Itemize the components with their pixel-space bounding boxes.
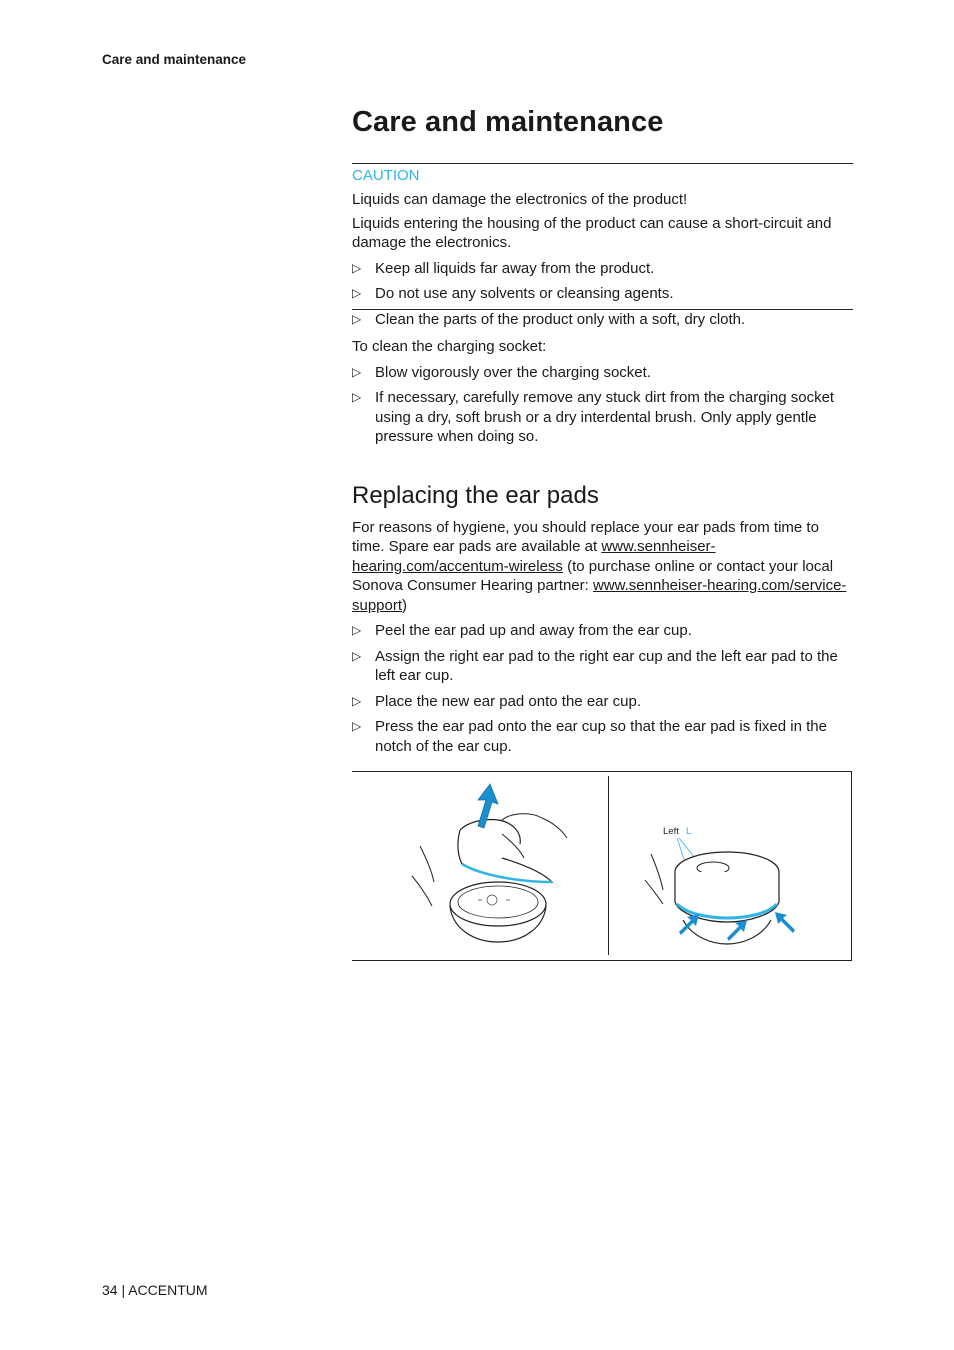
figure-label-letter: L <box>686 826 692 837</box>
main-content <box>352 100 853 961</box>
list-item <box>352 310 853 330</box>
triangle-right-icon: ▷ <box>352 693 362 708</box>
section-title: Replacing the ear pads <box>352 481 599 509</box>
running-head: Care and maintenance <box>102 52 247 67</box>
list-item <box>352 692 853 712</box>
hygiene-text: For reasons of hygiene, you should replace your ear pads from time to time. Spare ear pads are available at <box>352 518 819 555</box>
step-text: Do not use any solvents or cleansing agents. <box>375 285 674 302</box>
step-text: Keep all liquids far away from the product. <box>375 259 655 277</box>
triangle-right-icon: ▷ <box>352 311 362 326</box>
triangle-right-icon: ▷ <box>352 364 362 379</box>
page-footer: 34 | ACCENTUM <box>102 1282 208 1298</box>
caution-line: Liquids entering the housing of the product can cause a short-circuit and damage the electronics. <box>352 214 832 251</box>
triangle-right-icon: ▷ <box>352 286 362 300</box>
list-item <box>352 621 853 641</box>
peel-ear-pad-illustration <box>352 772 608 960</box>
caution-steps <box>352 259 853 304</box>
step-text: Assign the right ear pad to the right ear cup and the left ear pad to the left ear cup. <box>375 647 838 684</box>
step-text: Blow vigorously over the charging socket. <box>375 363 651 381</box>
hygiene-paragraph <box>352 518 853 616</box>
caution-line: Liquids can damage the electronics of the product! <box>352 191 688 208</box>
step-text: Place the new ear pad onto the ear cup. <box>375 692 642 710</box>
page-title: Care and maintenance <box>352 106 664 138</box>
press-ear-pad-illustration <box>609 772 852 960</box>
ear-pad-illustration <box>352 771 852 961</box>
step-text: If necessary, carefully remove any stuck dirt from the charging socket using a dry, soft brush or a dry interdental brush. Only apply gentle pressure when doing so. <box>375 389 835 445</box>
list-item <box>352 284 853 304</box>
socket-intro: To clean the charging socket: <box>352 338 547 355</box>
hygiene-text: (to purchase online or contact your local Sonova Consumer Hearing partner: <box>352 557 834 594</box>
list-item <box>352 717 853 756</box>
triangle-right-icon: ▷ <box>352 260 362 275</box>
list-item <box>352 388 853 447</box>
hygiene-text: ) <box>402 596 408 614</box>
step-text: Clean the parts of the product only with a soft, dry cloth. <box>375 310 746 328</box>
socket-steps <box>352 363 853 447</box>
figure-label-left: Left <box>663 826 679 837</box>
step-text: Press the ear pad onto the ear cup so that the ear pad is fixed in the notch of the ear cup. <box>375 718 827 755</box>
list-item <box>352 363 853 383</box>
caution-label: CAUTION <box>352 167 420 184</box>
triangle-right-icon: ▷ <box>352 648 362 663</box>
caution-box <box>352 163 853 310</box>
list-item <box>352 647 853 686</box>
ear-pad-steps <box>352 621 853 756</box>
service-support-link[interactable]: www.sennheiser-hearing.com/service-support <box>352 577 847 614</box>
list-item <box>352 259 853 279</box>
accentum-link[interactable]: www.sennheiser-hearing.com/accentum-wireless <box>352 538 716 575</box>
triangle-right-icon: ▷ <box>352 719 362 733</box>
triangle-right-icon: ▷ <box>352 390 362 404</box>
triangle-right-icon: ▷ <box>352 623 362 637</box>
clean-steps <box>352 310 853 330</box>
step-text: Peel the ear pad up and away from the ear cup. <box>375 622 692 639</box>
